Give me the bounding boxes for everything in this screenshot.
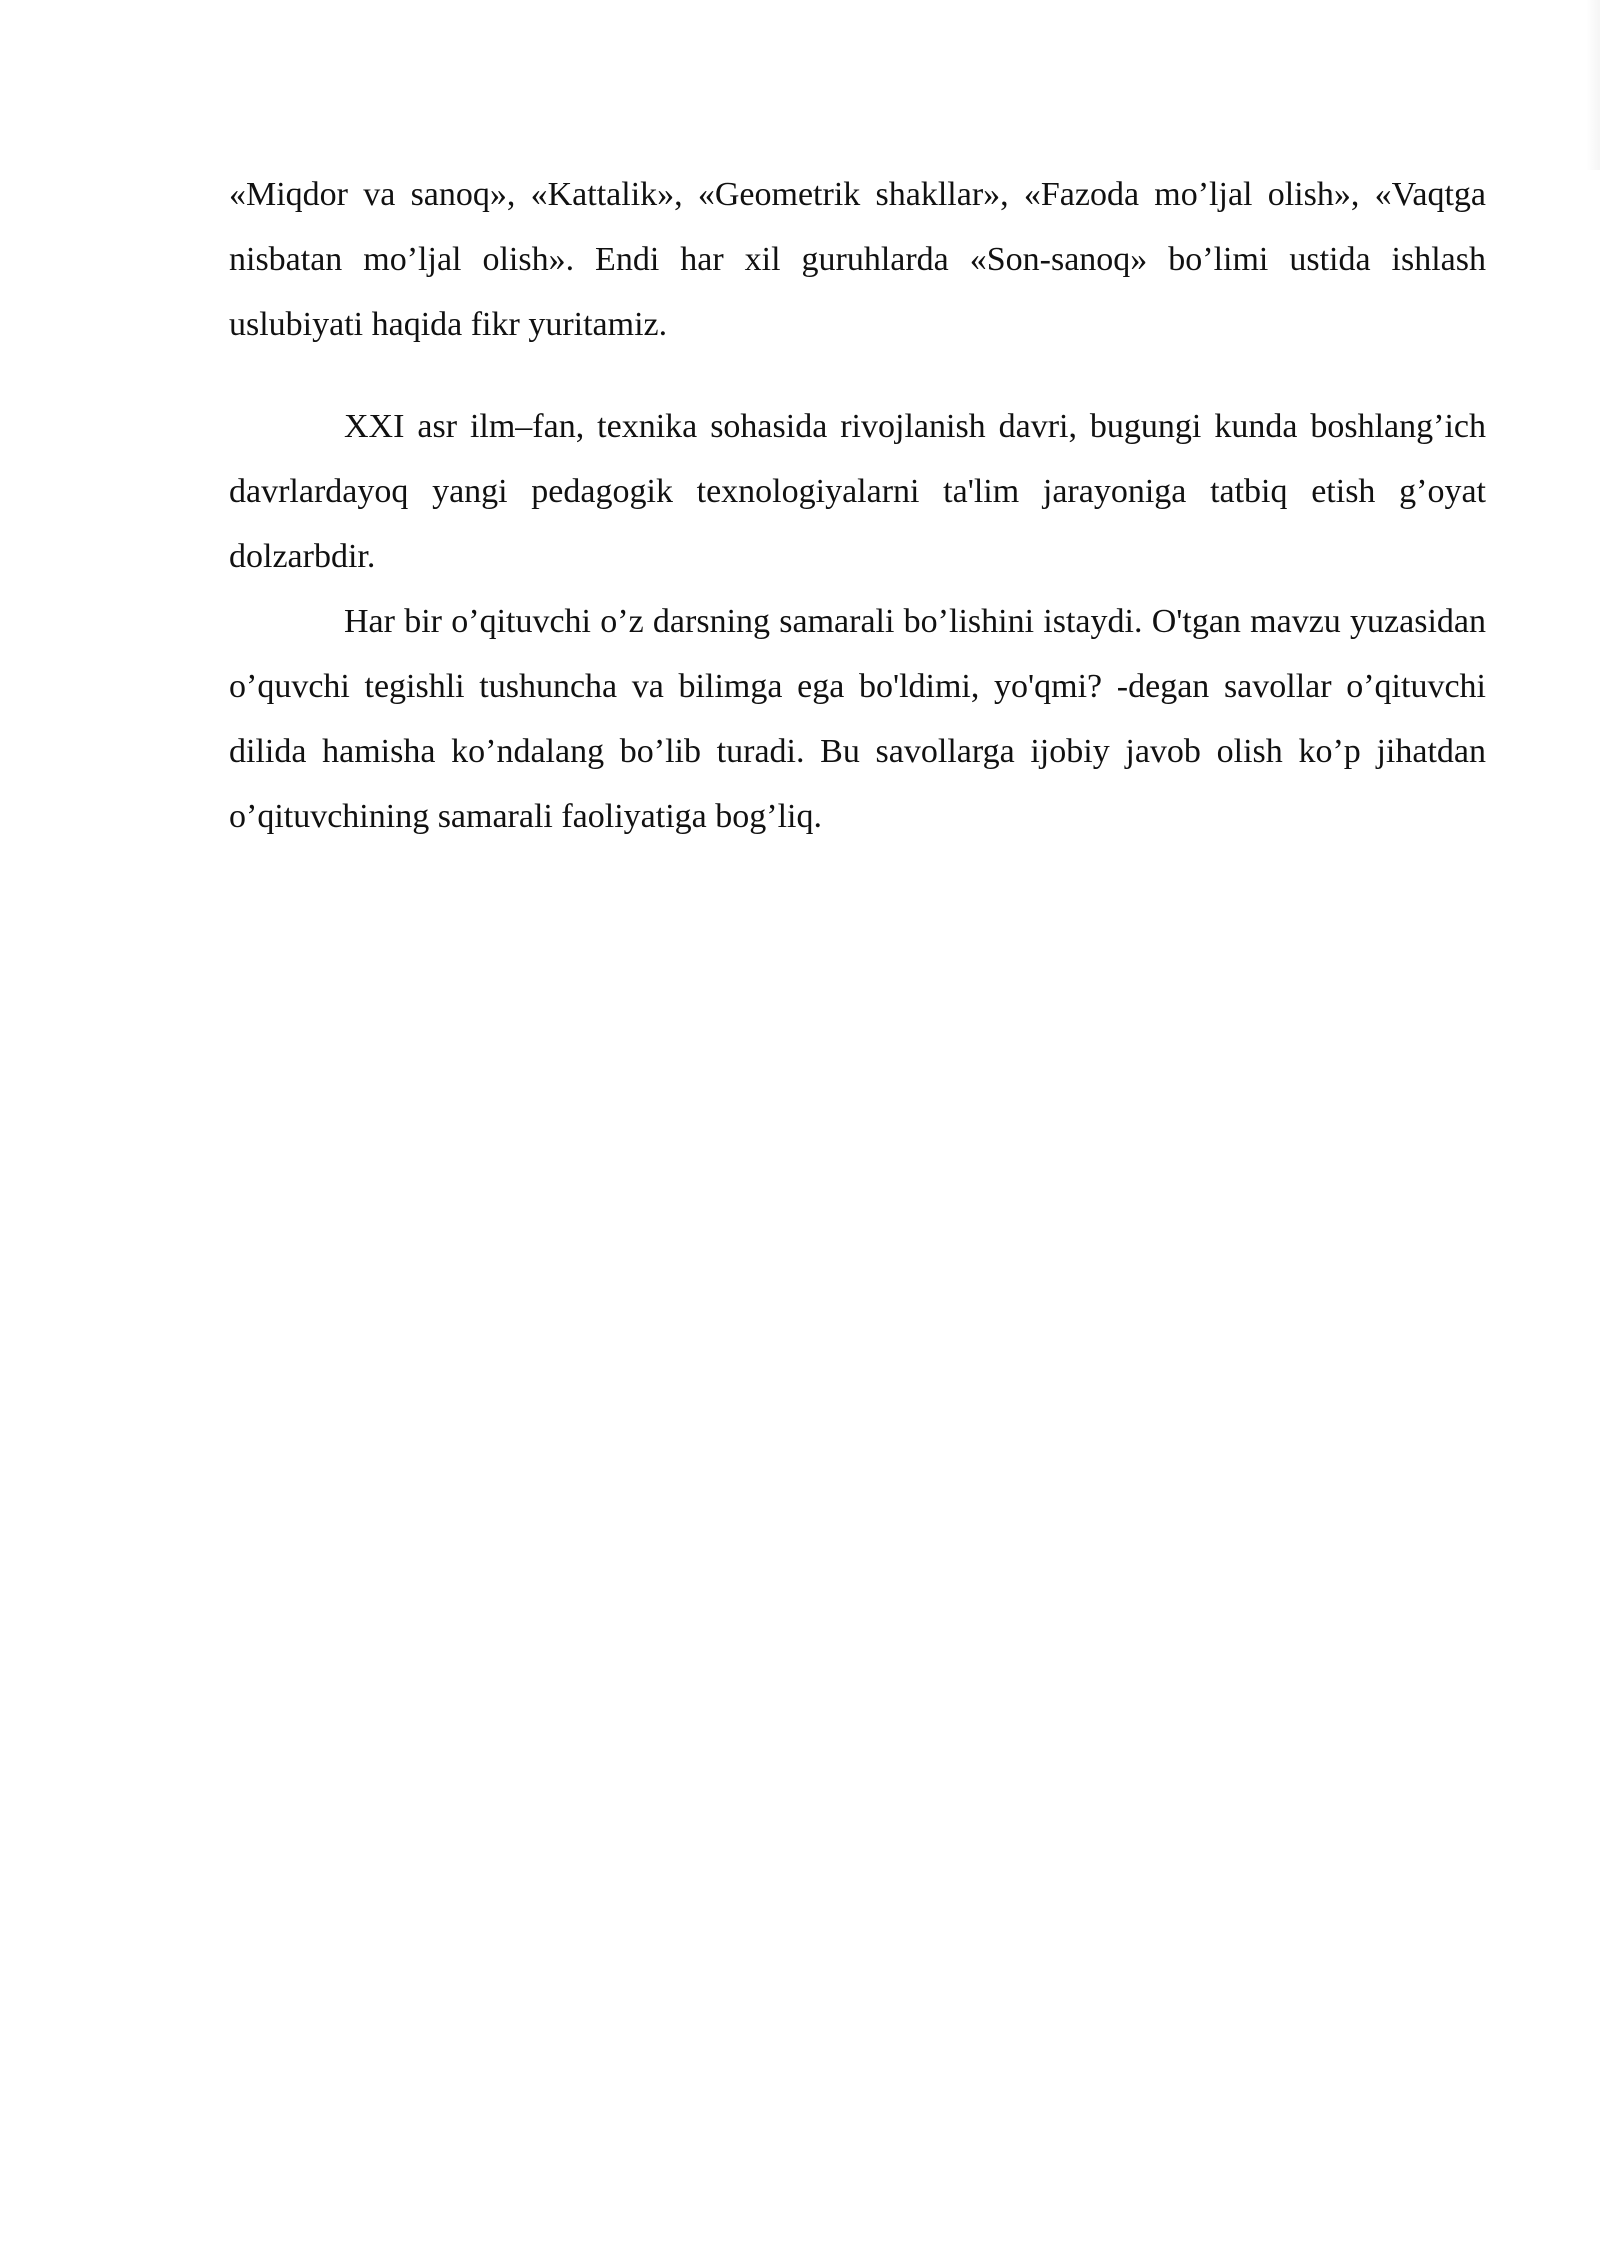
page-edge-shadow (1586, 0, 1600, 170)
paragraph-2: XXI asr ilm–fan, texnika sohasida rivojlanish davri, bugungi kunda boshlang’ich davrlardayoq yangi pedagogik texnologiyalarni ta'lim jarayoniga tatbiq etish g’oyat dolzarbdir. (229, 408, 1486, 575)
paragraph-1: «Miqdor va sanoq», «Kattalik», «Geometrik shakllar», «Fazoda mo’ljal olish», «Vaqtga nisbatan mo’ljal olish». Endi har xil guruhlarda «Son-sanoq» bo’limi ustida ishlash uslubiyati haqida fikr yuritamiz. (229, 176, 1486, 343)
paragraph-3: Har bir o’qituvchi o’z darsning samarali bo’lishini istaydi. O'tgan mavzu yuzasidan o’quvchi tegishli tushuncha va bilimga ega bo'ldimi, yo'qmi? -degan savollar o’qituvchi dilida hamisha ko’ndalang bo’lib turadi. Bu savollarga ijobiy javob olish ko’p jihatdan o’qituvchining samarali faoliyatiga bog’liq. (229, 603, 1486, 835)
